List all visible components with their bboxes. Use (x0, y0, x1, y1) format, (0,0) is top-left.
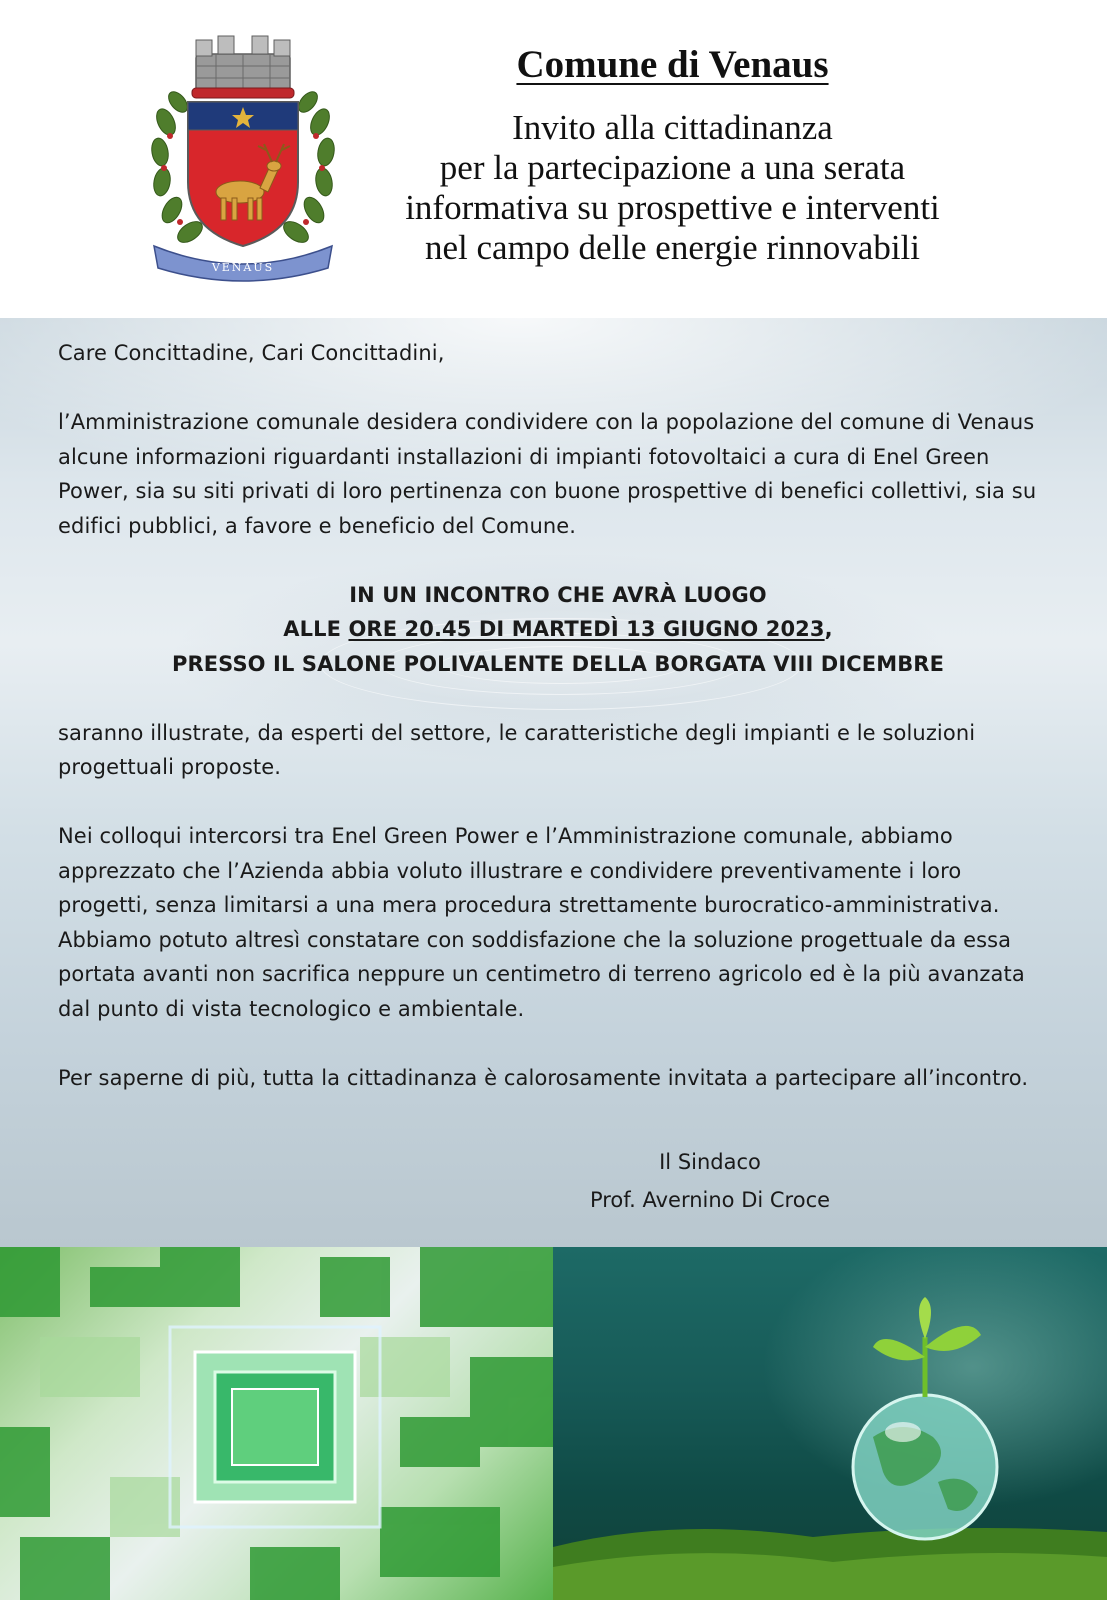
signature (560, 1143, 860, 1219)
subtitle-line: Invito alla cittadinanza (512, 108, 833, 147)
title-block (370, 40, 975, 268)
event-datetime: ORE 20.45 DI MARTEDÌ 13 GIUGNO 2023 (348, 617, 825, 641)
page-title: Comune di Venaus (516, 43, 829, 86)
circuit-chip-image (0, 1247, 553, 1600)
event-line-suffix: , (824, 617, 833, 641)
subtitle-line: nel campo delle energie rinnovabili (424, 228, 920, 267)
closing-paragraph: Per saperne di più, tutta la cittadinanza è calorosamente invitata a partecipare all’incontro. (58, 1065, 1029, 1090)
municipal-crest-icon (148, 32, 338, 284)
event-line (58, 612, 1058, 647)
header (0, 0, 1107, 318)
plant-globe-image (553, 1247, 1107, 1600)
intro-paragraph: l’Amministrazione comunale desidera condividere con la popolazione del comune di Venaus alcune informazioni riguardanti installazioni di impianti fotovoltaici a cura di Enel Green Power, sia su siti privati di loro pertinenza con buone prospettive di benefici collettivi, sia su edifici pubblici, a favore e beneficio del Comune. (58, 410, 1037, 538)
event-line: IN UN INCONTRO CHE AVRÀ LUOGO (349, 582, 767, 607)
colloqui-paragraph: Nei colloqui intercorsi tra Enel Green Power e l’Amministrazione comunale, abbiamo apprezzato che l’Azienda abbia voluto illustrare e condividere preventivamente i loro progetti, senza limitarsi a una mera procedura strettamente burocratico-amministrativa. (58, 824, 1000, 917)
letter-body (0, 318, 1107, 1247)
subtitle-line: informativa su prospettive e interventi (405, 188, 940, 227)
event-announcement (58, 578, 1058, 682)
event-line-prefix: ALLE (283, 617, 349, 641)
event-line: PRESSO IL SALONE POLIVALENTE DELLA BORGATA VIII DICEMBRE (171, 651, 945, 676)
soddisfazione-paragraph: Abbiamo potuto altresì constatare con soddisfazione che la soluzione progettuale da essa portata avanti non sacrifica neppure un centimetro di terreno agricolo ed è la più avanzata dal punto di vista tecnologico e ambientale. (58, 927, 1025, 1021)
letter-text (58, 336, 1058, 1095)
after-event-paragraph: saranno illustrate, da esperti del settore, le caratteristiche degli impianti e le soluzioni progettuali proposte. (58, 720, 976, 779)
crest-motto: VENAUS (211, 261, 275, 274)
subtitle-line: per la partecipazione a una serata (439, 148, 906, 187)
signature-role: Il Sindaco (659, 1150, 761, 1174)
greeting: Care Concittadine, Cari Concittadini, (58, 341, 445, 365)
signature-name: Prof. Avernino Di Croce (589, 1188, 831, 1212)
